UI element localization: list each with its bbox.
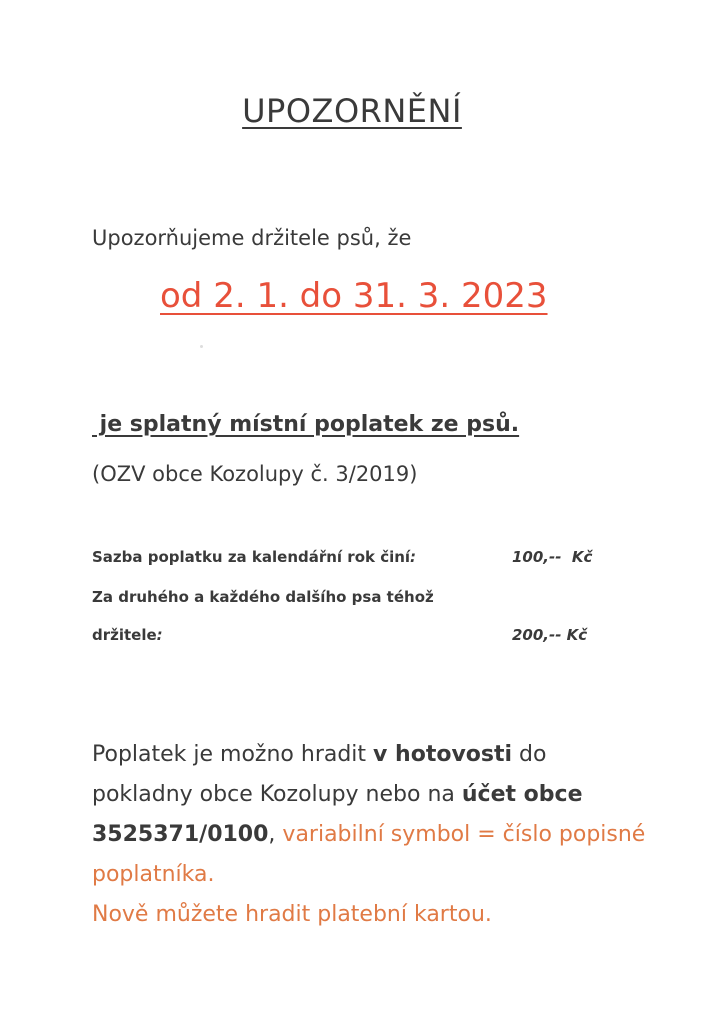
rate-label-text: držitele: [92, 626, 157, 644]
page-title: UPOZORNĚNÍ: [242, 92, 462, 130]
intro-text: Upozorňujeme držitele psů, že: [92, 226, 412, 250]
rate-label: [92, 548, 416, 566]
rate-amount: 100,-- Kč: [512, 548, 593, 566]
rate-label: [92, 626, 163, 644]
rate-colon: :: [410, 548, 417, 566]
variable-symbol-note: variabilní symbol = číslo popisné poplatníka.: [92, 822, 646, 887]
rate-label-text: Sazba poplatku za kalendářní rok činí: [92, 548, 411, 566]
scan-speck: [200, 345, 203, 348]
regulation-reference: (OZV obce Kozolupy č. 3/2019): [92, 462, 418, 486]
payment-cash-emphasis: v hotovosti: [373, 742, 513, 767]
bank-account: účet obce 3525371/0100: [92, 782, 583, 847]
payment-text: Poplatek je možno hradit: [92, 742, 374, 767]
fee-due-statement: je splatný místní poplatek ze psů.: [92, 412, 520, 437]
payment-text: ,: [268, 822, 283, 847]
rate-colon: :: [156, 626, 163, 644]
payment-period: od 2. 1. do 31. 3. 2023: [160, 276, 548, 316]
payment-text: do pokladny obce Kozolupy nebo na: [92, 742, 547, 807]
rate-amount: 200,-- Kč: [512, 626, 588, 644]
payment-instructions: [92, 735, 652, 895]
card-payment-note: Nově můžete hradit platební kartou.: [92, 902, 492, 927]
rate-label: Za druhého a každého dalšího psa téhož: [92, 588, 434, 606]
